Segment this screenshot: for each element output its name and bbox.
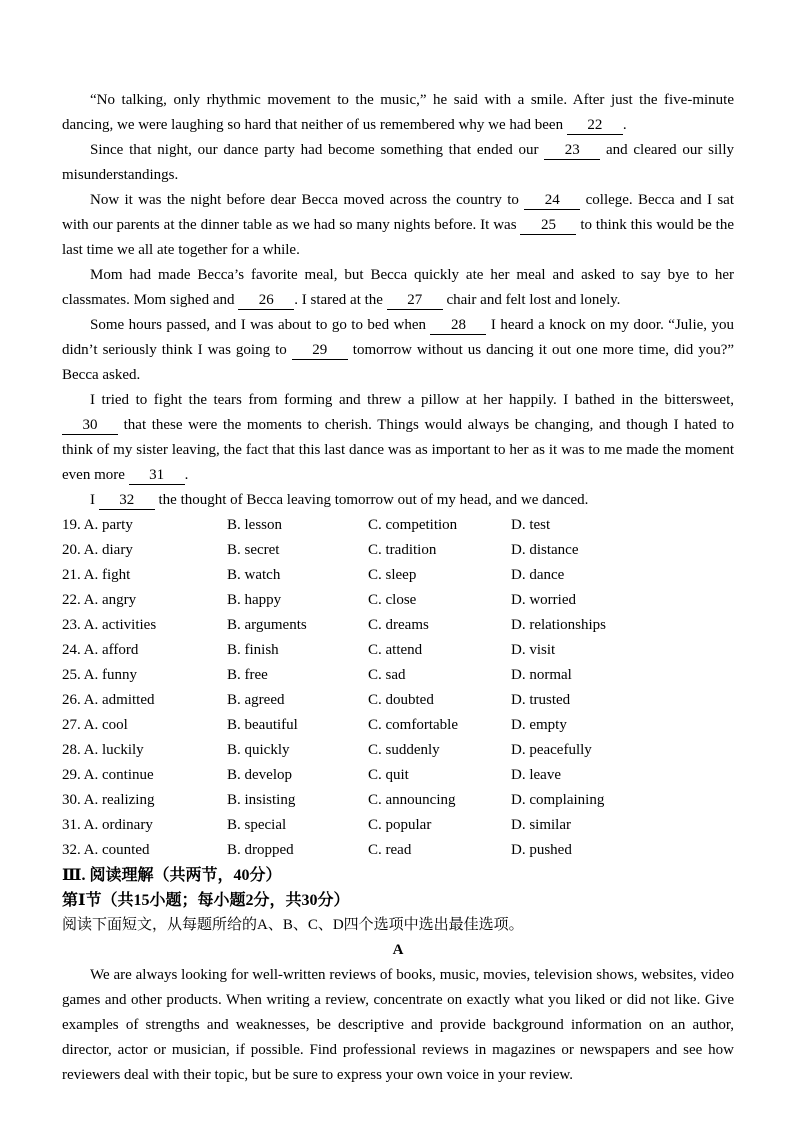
option-cell: 31. A. ordinary: [62, 817, 153, 833]
cloze-blank: 29: [292, 342, 348, 360]
option-cell: B. develop: [227, 767, 292, 783]
option-row: [62, 538, 734, 563]
option-row: [62, 738, 734, 763]
option-row: [62, 788, 734, 813]
option-row: [62, 813, 734, 838]
option-cell: C. comfortable: [368, 717, 458, 733]
option-cell: C. suddenly: [368, 742, 440, 758]
option-cell: 24. A. afford: [62, 642, 139, 658]
section-heading: Ⅲ. 阅读理解（共两节，40分）: [62, 867, 282, 884]
option-row: [62, 763, 734, 788]
cloze-paragraph: Mom had made Becca’s favorite meal, but Becca quickly ate her meal and asked to say bye to her classmates. Mom sighed and 26 . I stared at the 27 chair and felt lost and lonely.: [62, 267, 734, 308]
option-cell: B. arguments: [227, 617, 307, 633]
option-cell: B. dropped: [227, 842, 294, 858]
cloze-blank: 24: [524, 192, 580, 210]
cloze-blank: 23: [544, 142, 600, 160]
cloze-blank: 26: [238, 292, 294, 310]
option-cell: B. beautiful: [227, 717, 298, 733]
option-row: [62, 713, 734, 738]
option-cell: B. finish: [227, 642, 279, 658]
cloze-blank: 30: [62, 417, 118, 435]
cloze-blank: 28: [430, 317, 486, 335]
option-cell: D. trusted: [511, 692, 571, 708]
subsection-heading: 第Ⅰ节（共15小题；每小题2分，共30分）: [62, 892, 350, 909]
option-cell: 20. A. diary: [62, 542, 133, 558]
cloze-paragraph: Since that night, our dance party had become something that ended our 23 and cleared our silly misunderstandings.: [62, 142, 734, 183]
option-row: [62, 513, 734, 538]
option-row: [62, 613, 734, 638]
option-cell: B. secret: [227, 542, 280, 558]
option-cell: C. doubted: [368, 692, 434, 708]
option-cell: C. attend: [368, 642, 423, 658]
option-cell: C. dreams: [368, 617, 429, 633]
option-cell: C. announcing: [368, 792, 456, 808]
option-row: [62, 563, 734, 588]
option-cell: D. visit: [511, 642, 556, 658]
option-cell: B. quickly: [227, 742, 290, 758]
option-cell: B. special: [227, 817, 287, 833]
option-cell: D. distance: [511, 542, 579, 558]
option-cell: C. read: [368, 842, 412, 858]
option-cell: C. sad: [368, 667, 406, 683]
option-cell: 30. A. realizing: [62, 792, 155, 808]
option-cell: D. normal: [511, 667, 572, 683]
option-row: [62, 663, 734, 688]
option-cell: D. peacefully: [511, 742, 592, 758]
option-cell: C. competition: [368, 517, 458, 533]
option-cell: D. similar: [511, 817, 571, 833]
option-cell: 21. A. fight: [62, 567, 131, 583]
options-list: [62, 513, 734, 863]
option-cell: 27. A. cool: [62, 717, 128, 733]
option-cell: D. pushed: [511, 842, 572, 858]
option-cell: C. close: [368, 592, 417, 608]
option-cell: D. complaining: [511, 792, 605, 808]
cloze-blank: 27: [387, 292, 443, 310]
option-cell: B. free: [227, 667, 268, 683]
option-cell: B. happy: [227, 592, 282, 608]
option-cell: C. popular: [368, 817, 432, 833]
option-cell: 23. A. activities: [62, 617, 157, 633]
cloze-paragraph: I tried to fight the tears from forming and threw a pillow at her happily. I bathed in the bittersweet, 30 that these were the moments to cherish. Things would always be changing, and though I hated to think of my sister leaving, the fact that this last dance was as important to her as it was to me made the moment even more 31 .: [62, 392, 734, 483]
option-cell: 25. A. funny: [62, 667, 137, 683]
cloze-blank: 22: [567, 117, 623, 135]
option-cell: B. agreed: [227, 692, 285, 708]
option-cell: 29. A. continue: [62, 767, 154, 783]
option-cell: B. lesson: [227, 517, 283, 533]
option-cell: D. worried: [511, 592, 576, 608]
cloze-paragraph: I 32 the thought of Becca leaving tomorrow out of my head, and we danced.: [90, 492, 589, 508]
option-cell: B. insisting: [227, 792, 296, 808]
option-cell: 22. A. angry: [62, 592, 137, 608]
option-cell: C. sleep: [368, 567, 417, 583]
cloze-blank: 25: [520, 217, 576, 235]
cloze-blank: 31: [129, 467, 185, 485]
cloze-passage: [62, 88, 734, 513]
option-cell: D. dance: [511, 567, 565, 583]
option-cell: C. tradition: [368, 542, 437, 558]
reading-passage: We are always looking for well-written reviews of books, music, movies, television shows, websites, video games and other products. When writing a review, concentrate on exactly what you liked or did not like. Give examples of strengths and weaknesses, be descriptive and provide background information on an author, director, actor or musician, if possible. Find professional reviews in magazines or newspapers and see how reviewers deal with their topic, but be sure to express your own voice in your review.: [62, 967, 734, 1083]
option-cell: D. leave: [511, 767, 561, 783]
instruction-text: 阅读下面短文，从每题所给的A、B、C、D四个选项中选出最佳选项。: [62, 917, 524, 933]
option-cell: 32. A. counted: [62, 842, 150, 858]
cloze-paragraph: “No talking, only rhythmic movement to the music,” he said with a smile. After just the five-minute dancing, we were laughing so hard that neither of us remembered why we had been 22 .: [62, 92, 734, 133]
option-cell: D. test: [511, 517, 551, 533]
option-cell: 28. A. luckily: [62, 742, 144, 758]
option-cell: 19. A. party: [62, 517, 133, 533]
option-cell: D. empty: [511, 717, 567, 733]
option-row: [62, 588, 734, 613]
option-cell: C. quit: [368, 767, 409, 783]
option-cell: D. relationships: [511, 617, 606, 633]
option-cell: 26. A. admitted: [62, 692, 155, 708]
option-row: [62, 638, 734, 663]
option-row: [62, 688, 734, 713]
cloze-blank: 32: [99, 492, 155, 510]
cloze-paragraph: Now it was the night before dear Becca moved across the country to 24 college. Becca and I sat with our parents at the dinner table as we had so many nights before. It was 25 to think this would be the last time we all ate together for a while.: [62, 192, 734, 258]
option-cell: B. watch: [227, 567, 281, 583]
passage-label: A: [392, 942, 404, 958]
option-row: [62, 838, 734, 863]
cloze-paragraph: Some hours passed, and I was about to go to bed when 28 I heard a knock on my door. “Julie, you didn’t seriously think I was going to 29 tomorrow without us dancing it out one more time, did you?” Becca asked.: [62, 317, 735, 383]
